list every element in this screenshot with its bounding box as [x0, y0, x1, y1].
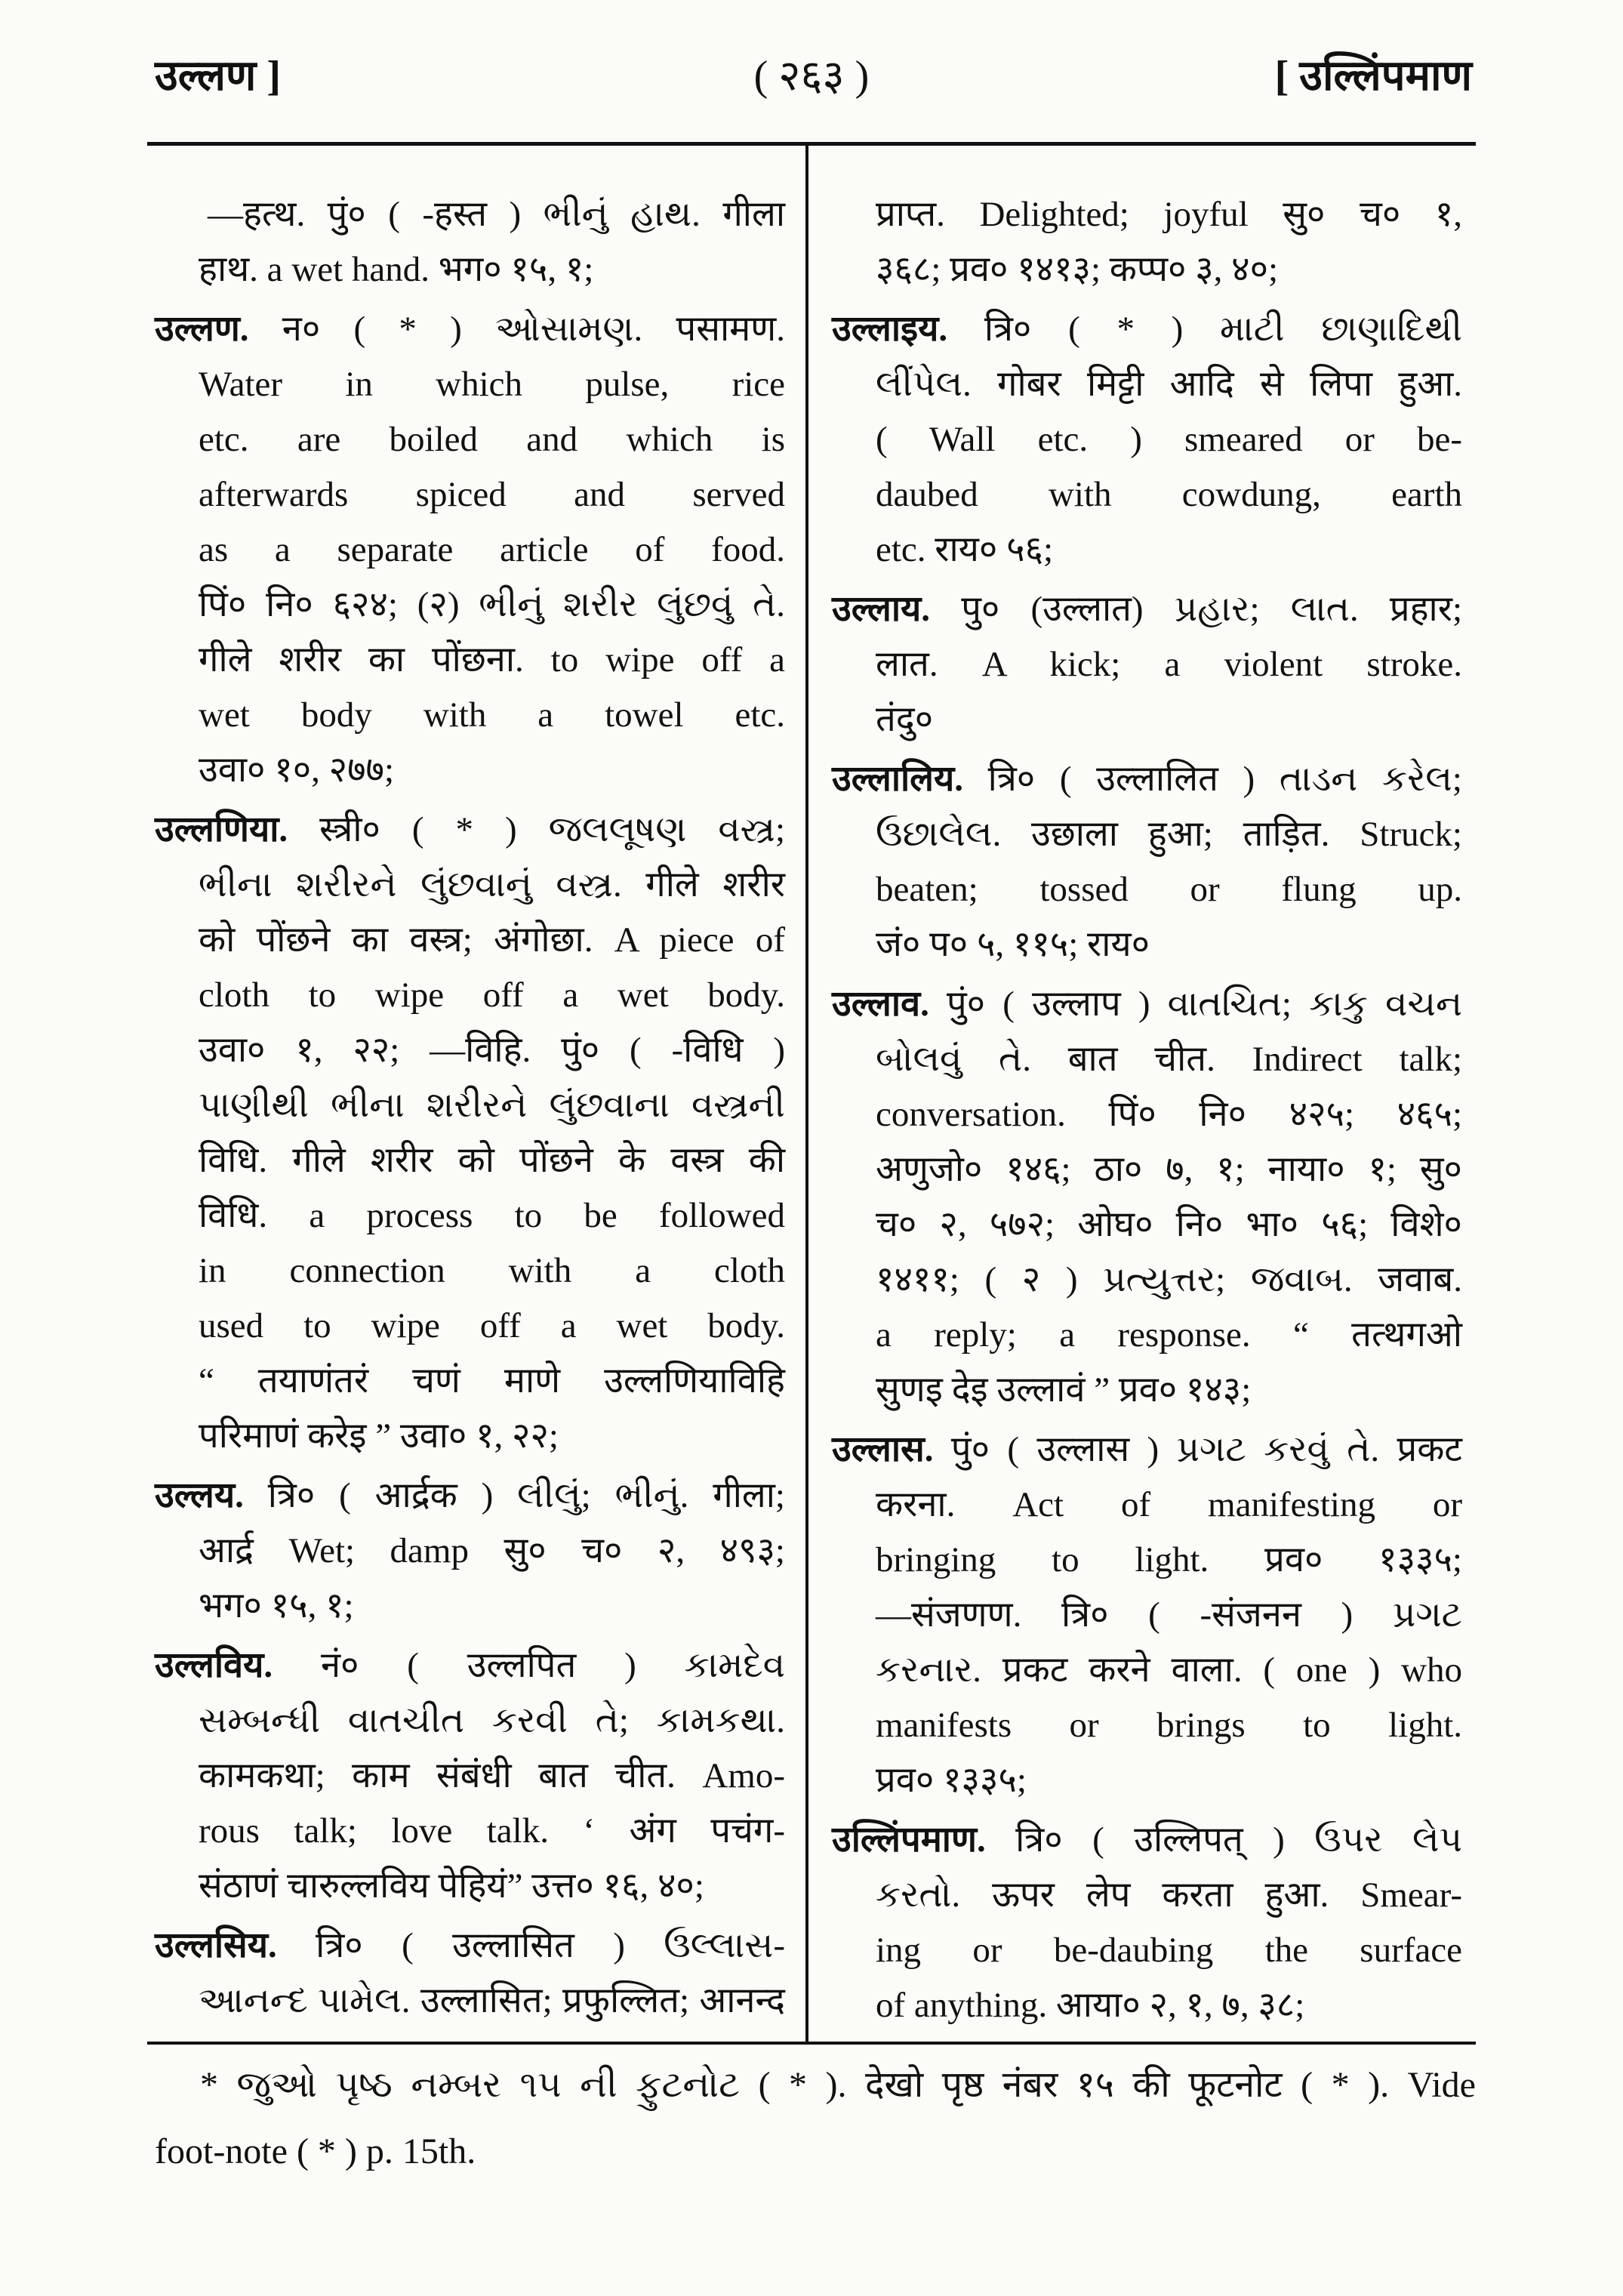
entry-line: [832, 1253, 1462, 1308]
headword: उल्लण.: [155, 310, 249, 349]
entry-line: [832, 1032, 1462, 1087]
entry-line: [155, 1299, 785, 1354]
entry-line: [832, 1363, 1462, 1418]
entry-line: [155, 187, 785, 242]
entry-text: wet body with a towel etc.: [199, 695, 785, 735]
entry-line: [832, 1308, 1462, 1363]
entry-line: [832, 357, 1462, 412]
entry-text: beaten; tossed or flung up.: [876, 870, 1462, 909]
entry-line: [155, 1579, 785, 1634]
footnote-rule: [147, 2042, 1476, 2045]
entry-headline: [832, 752, 1462, 807]
headword: उल्लाय.: [832, 590, 931, 629]
entry-text: “ तयाणंतरं चणं माणे उल्लणियाविहि: [199, 1361, 785, 1401]
entry-text: —हत्थ. पुं० ( -हस्त ) ભીનું હાથ. गीला: [208, 195, 785, 234]
entry-headline: [155, 1638, 785, 1693]
entry-line: [832, 187, 1462, 242]
entry-text: a reply; a response. “ तत्थगओ: [876, 1315, 1462, 1354]
entry-text: कामकथा; काम संबंधी बात चीत. Amo-: [199, 1756, 785, 1795]
entry-line: [155, 913, 785, 968]
entry-text: સમ્બન્ધી વાતચીત કરવી તે; કામકથા.: [199, 1701, 785, 1740]
entry-text: त्रि० ( उल्लिपत् ) ઉપર લેપ: [985, 1820, 1462, 1860]
entry-text: संठाणं चारुल्लविय पेहियं” उत्त० १६, ४०;: [199, 1866, 704, 1906]
entry-text: त्रि० ( उल्लालित ) તાડન કરેલ;: [963, 760, 1462, 799]
entry-line: [155, 858, 785, 913]
entry-line: [832, 862, 1462, 917]
headword: उल्लविय.: [155, 1646, 273, 1685]
entry-text: च० २, ५७२; ओघ० नि० भा० ५६; विशे०: [876, 1205, 1462, 1244]
entry-text: त्रि० ( आर्द्रक ) લીલું; ભીનું. गीला;: [243, 1476, 785, 1515]
entry-line: [155, 1133, 785, 1188]
headword: उल्लणिया.: [155, 810, 288, 849]
entry-text: afterwards spiced and served: [199, 475, 785, 514]
entry-line: [155, 968, 785, 1023]
entry-text: ભીના શરીરને લુંછવાનું વસ્ત્ર. गीले शरीर: [199, 865, 785, 905]
entry-text: प्रव० १३३५;: [876, 1761, 1027, 1800]
entry-line: [155, 1693, 785, 1749]
entry-line: [155, 357, 785, 412]
headword: उल्लिंपमाण.: [832, 1820, 986, 1860]
header-rule: [147, 142, 1476, 146]
right-column: [832, 187, 1462, 2038]
entry-text: १४११; ( २ ) પ્રત્યુત્તર; જવાબ. जवाब.: [876, 1260, 1462, 1299]
entry-text: ઉછાલેલ. उछाला हुआ; ताड़ित. Struck;: [876, 815, 1462, 854]
entry-line: [155, 1409, 785, 1464]
entry-text: को पोंछने का वस्त्र; अंगोछा. A piece of: [199, 920, 785, 960]
footnote-line: foot-note ( * ) p. 15th.: [155, 2131, 476, 2171]
entry-line: [832, 412, 1462, 467]
entry-headline: [832, 1422, 1462, 1478]
entry-text: भग० १५, १;: [199, 1586, 354, 1626]
entry-text: न० ( * ) ઓસામણ. पसामण.: [248, 310, 785, 349]
entry-text: bringing to light. प्रव० १३३५;: [876, 1540, 1462, 1579]
entry-text: पिं० नि० ६२४; (२) ભીનું શરીર લુંછવું તે.: [199, 585, 785, 624]
entry-text: पुं० ( उल्लाप ) વાતચિત; કાકુ વચન: [929, 985, 1462, 1024]
entry-line: [155, 1354, 785, 1409]
entry-text: કરતો. ऊपर लेप करता हुआ. Smear-: [876, 1875, 1462, 1915]
entry-text: લીંપેલ. गोबर मिट्टी आदि से लिपा हुआ.: [876, 365, 1462, 404]
entry-text: करना. Act of manifesting or: [876, 1485, 1462, 1524]
entry-text: etc. राय० ५६;: [876, 530, 1054, 569]
entry-text: लात. A kick; a violent stroke.: [876, 645, 1462, 684]
entry-text: —संजणण. त्रि० ( -संजनन ) પ્રગટ: [876, 1595, 1462, 1635]
entry-line: [832, 242, 1462, 297]
entry-line: [155, 633, 785, 688]
entry-text: उवा० १, २२; —विहि. पुं० ( -विधि ): [199, 1031, 785, 1070]
entry-line: [832, 1478, 1462, 1533]
entry-text: नं० ( उल्लपित ) કામદેવ: [273, 1646, 785, 1685]
entry-text: બોલવું તે. बात चीत. Indirect talk;: [876, 1040, 1462, 1079]
entry-text: પાણીથી ભીના શરીરને લુંછવાના વસ્ત્રની: [199, 1086, 785, 1125]
entry-text: सुणइ देइ उल्लावं ” प्रव० १४३;: [876, 1370, 1252, 1410]
entry-text: त्रि० ( उल्लासित ) ઉલ્લાસ-: [276, 1926, 785, 1965]
headword: उल्लाव.: [832, 985, 929, 1024]
entry-text: etc. are boiled and which is: [199, 420, 785, 459]
entry-text: ( Wall etc. ) smeared or be-: [876, 420, 1462, 459]
entry-line: [832, 807, 1462, 862]
entry-text: cloth to wipe off a wet body.: [199, 975, 785, 1015]
entry-line: [155, 467, 785, 522]
entry-headline: [155, 302, 785, 357]
entry-line: [832, 1978, 1462, 2033]
entry-text: as a separate article of food.: [199, 530, 785, 569]
footnote: [155, 2052, 1476, 2185]
entry-line: [155, 412, 785, 467]
entry-line: [832, 1868, 1462, 1923]
running-head-left: उल्लण ]: [155, 53, 282, 100]
entry-text: विधि. a process to be followed: [199, 1196, 785, 1235]
running-head-right: [ उल्लिंपमाण: [1274, 53, 1472, 100]
entry-text: rous talk; love talk. ‘ अंग पचंग-: [199, 1811, 785, 1851]
entry-line: [832, 467, 1462, 522]
entry-text: जं० प० ५, ११५; राय०: [876, 925, 1150, 964]
entry-line: [155, 1804, 785, 1859]
entry-line: [832, 1643, 1462, 1698]
headword: उल्लास.: [832, 1430, 934, 1469]
entry-line: [832, 1923, 1462, 1978]
page-number: ( २६३ ): [753, 53, 870, 100]
entry-text: manifests or brings to light.: [876, 1706, 1462, 1745]
entry-line: [832, 1142, 1462, 1197]
entry-line: [155, 1524, 785, 1579]
entry-line: [155, 242, 785, 297]
entry-line: [832, 1698, 1462, 1753]
entry-headline: [832, 582, 1462, 637]
entry-text: अणुजो० १४६; ठा० ७, १; नाया० १; सु०: [876, 1150, 1462, 1189]
entry-text: conversation. पिं० नि० ४२५; ४६५;: [876, 1095, 1462, 1134]
entry-text: used to wipe off a wet body.: [199, 1306, 785, 1345]
entry-text: परिमाणं करेइ ” उवा० १, २२;: [199, 1416, 559, 1456]
entry-line: [155, 1188, 785, 1244]
entry-text: पु० (उल्लात) પ્રહાર; લાત. प्रहार;: [930, 590, 1462, 629]
entry-line: [832, 917, 1462, 972]
entry-line: [155, 1244, 785, 1299]
headword: उल्लय.: [155, 1476, 244, 1515]
entry-text: उवा० १०, २७७;: [199, 750, 395, 790]
entry-line: [155, 522, 785, 578]
entry-line: [155, 688, 785, 743]
footnote-line: * જુઓ પૃષ્ઠ નમ્બર ૧૫ ની ફુટનોટ ( * ). देखो पृष्ठ नंबर १५ की फूटनोट ( * ). Vide: [200, 2065, 1476, 2105]
entry-text: ing or be-daubing the surface: [876, 1931, 1462, 1970]
entry-text: विधि. गीले शरीर को पोंछने के वस्त्र की: [199, 1141, 785, 1180]
entry-line: [155, 578, 785, 633]
left-column: [155, 187, 785, 2029]
entry-headline: [832, 977, 1462, 1032]
entry-text: in connection with a cloth: [199, 1251, 785, 1290]
entry-text: ३६८; प्रव० १४१३; कप्प० ३, ४०;: [876, 250, 1279, 289]
entry-line: [832, 692, 1462, 747]
entry-headline: [832, 302, 1462, 357]
entry-text: of anything. आया० २, १, ७, ३८;: [876, 1986, 1305, 2025]
entry-line: [155, 743, 785, 798]
entry-text: daubed with cowdung, earth: [876, 475, 1462, 514]
entry-text: गीले शरीर का पोंछना. to wipe off a: [199, 640, 785, 680]
entry-line: [832, 1197, 1462, 1253]
entry-text: આનન્દ પામેલ. उल्लासित; प्रफुल्लित; आनन्द: [199, 1981, 785, 2020]
entry-line: [832, 1533, 1462, 1588]
entry-text: आर्द्र Wet; damp सु० च० २, ४९३;: [199, 1531, 785, 1570]
entry-text: કરનાર. प्रकट करने वाला. ( one ) who: [876, 1650, 1462, 1690]
entry-headline: [155, 1469, 785, 1524]
entry-text: Water in which pulse, rice: [199, 365, 785, 404]
entry-line: [155, 1023, 785, 1078]
entry-headline: [155, 803, 785, 858]
entry-text: स्त्री० ( * ) જલલૂષણ વસ્ત્ર;: [288, 810, 785, 849]
column-divider: [805, 145, 808, 2043]
entry-text: प्राप्त. Delighted; joyful सु० च० १,: [876, 195, 1462, 234]
entry-headline: [155, 1918, 785, 1974]
entry-line: [832, 522, 1462, 578]
headword: उल्लाइय.: [832, 310, 948, 349]
entry-line: [155, 1859, 785, 1914]
entry-line: [155, 1078, 785, 1133]
entry-line: [155, 1974, 785, 2029]
entry-line: [832, 637, 1462, 692]
headword: उल्लसिय.: [155, 1926, 277, 1965]
entry-line: [832, 1588, 1462, 1643]
entry-text: तंदु०: [876, 700, 934, 739]
entry-line: [155, 1749, 785, 1804]
entry-headline: [832, 1813, 1462, 1868]
entry-line: [832, 1087, 1462, 1142]
headword: उल्लालिय.: [832, 760, 964, 799]
entry-text: हाथ. a wet hand. भग० १५, १;: [199, 250, 594, 289]
entry-line: [832, 1753, 1462, 1808]
entry-text: त्रि० ( * ) માટી છાણાદિથી: [947, 310, 1462, 349]
entry-text: पुं० ( उल्लास ) પ્રગટ કરવું તે. प्रकट: [933, 1430, 1462, 1469]
